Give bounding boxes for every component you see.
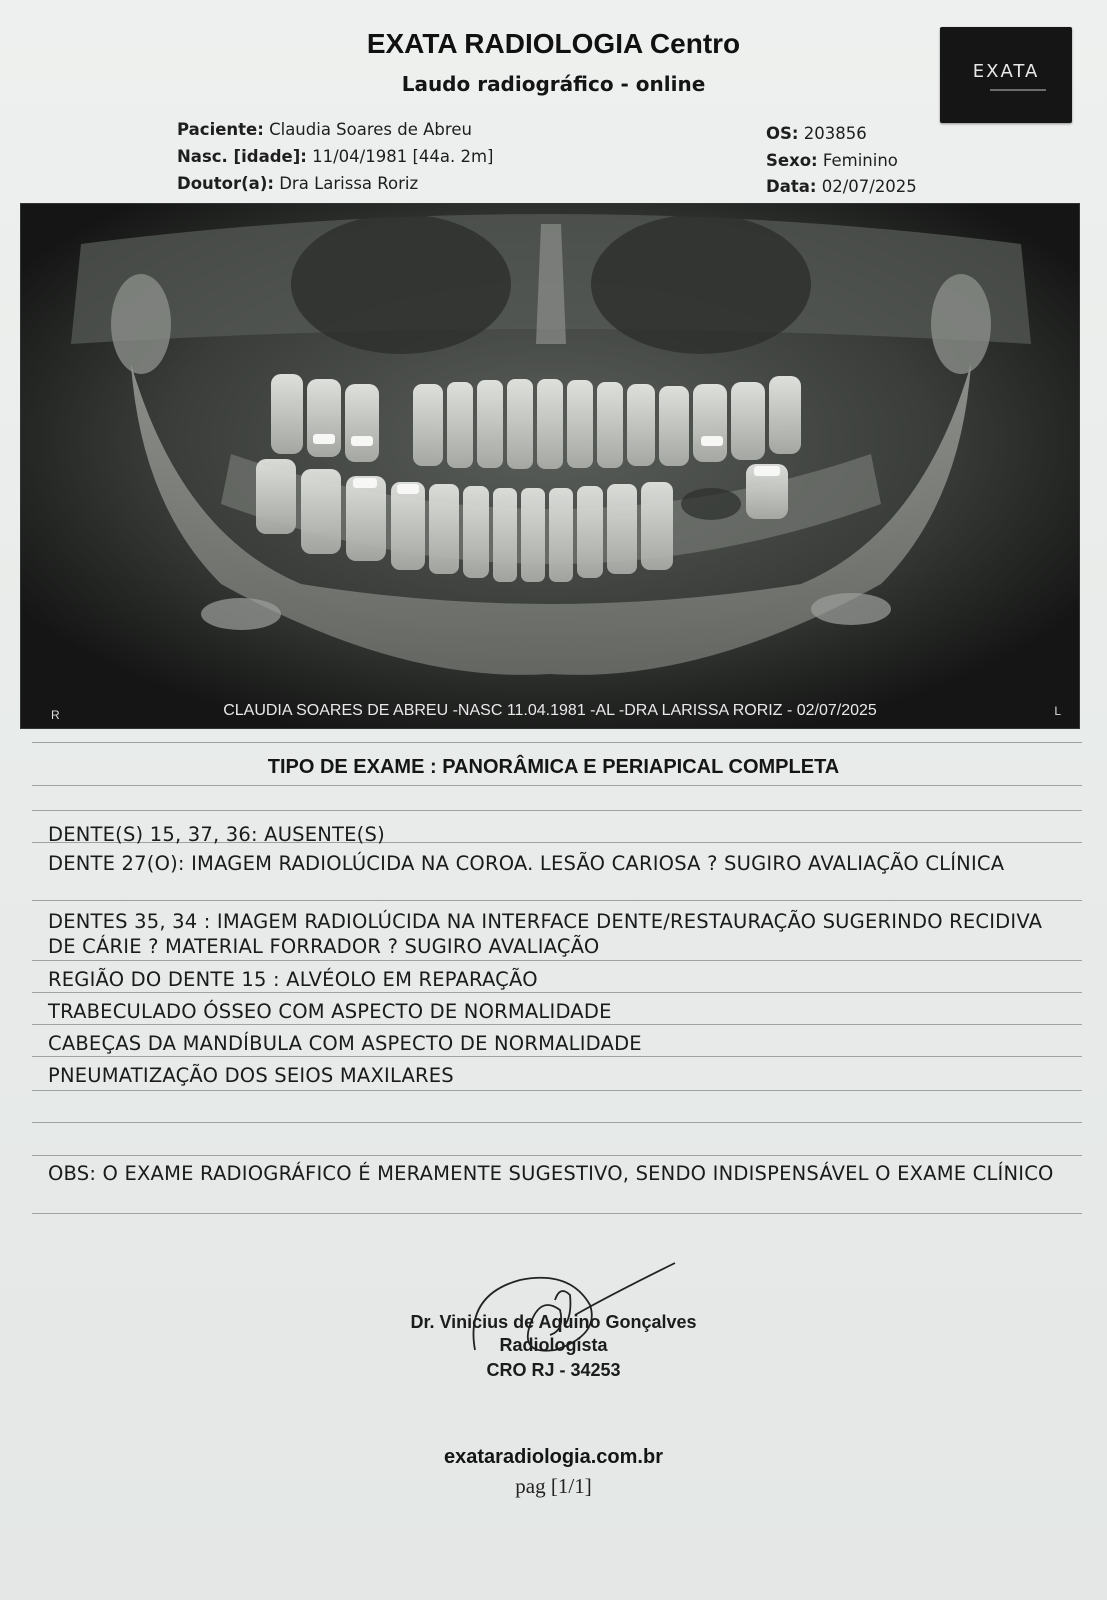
divider	[32, 1090, 1082, 1091]
signer-registry: CRO RJ - 34253	[486, 1360, 621, 1380]
os-line	[766, 124, 867, 143]
finding-item: DENTES 35, 34 : IMAGEM RADIOLÚCIDA NA INTERFACE DENTE/RESTAURAÇÃO SUGERINDO RECIDIVA DE CÁRIE ? MATERIAL FORRADOR ? SUGIRO AVALIAÇÃO	[48, 910, 1043, 958]
xray-left-marker: L	[1054, 704, 1061, 718]
exam-date: 02/07/2025	[821, 177, 917, 196]
doctor-name: Dra Larissa Roriz	[279, 174, 419, 193]
signer-role: Radiologista	[499, 1335, 608, 1355]
doctor-line	[177, 174, 418, 193]
date-line	[766, 177, 917, 196]
patient-name: Claudia Soares de Abreu	[269, 120, 472, 139]
patient-name-line	[177, 120, 472, 139]
divider	[32, 785, 1082, 786]
divider	[32, 1056, 1082, 1057]
patient-birth: 11/04/1981 [44a. 2m]	[312, 147, 494, 166]
divider	[32, 992, 1082, 993]
xray-caption: CLAUDIA SOARES DE ABREU -NASC 11.04.1981 -AL -DRA LARISSA RORIZ - 02/07/2025	[223, 702, 877, 719]
divider	[32, 742, 1082, 743]
logo-tagline-line	[990, 89, 1046, 91]
patient-birth-label: Nasc. [idade]:	[177, 147, 307, 166]
xray-right-marker: R	[51, 708, 60, 722]
divider	[32, 960, 1082, 961]
patient-name-label: Paciente:	[177, 120, 264, 139]
clinic-logo	[940, 27, 1072, 123]
finding-item: DENTE(S) 15, 37, 36: AUSENTE(S)	[48, 823, 385, 846]
website-link[interactable]: exataradiologia.com.br	[444, 1446, 663, 1468]
finding-item: REGIÃO DO DENTE 15 : ALVÉOLO EM REPARAÇÃO	[48, 968, 538, 991]
report-subtitle: Laudo radiográfico - online	[401, 72, 706, 96]
os-number: 203856	[803, 124, 867, 143]
clinic-title: EXATA RADIOLOGIA Centro	[366, 28, 741, 59]
divider	[32, 810, 1082, 811]
observation-note: OBS: O EXAME RADIOGRÁFICO É MERAMENTE SUGESTIVO, SENDO INDISPENSÁVEL O EXAME CLÍNICO	[48, 1162, 1054, 1185]
divider	[32, 900, 1082, 901]
finding-item: CABEÇAS DA MANDÍBULA COM ASPECTO DE NORMALIDADE	[48, 1032, 642, 1055]
sex-line	[766, 151, 898, 170]
panoramic-xray-image	[20, 203, 1080, 729]
divider	[32, 1024, 1082, 1025]
xray-drawing	[21, 204, 1079, 728]
sex-value: Feminino	[822, 151, 898, 170]
patient-birth-line	[177, 147, 493, 166]
logo-text: EXATA	[972, 61, 1040, 82]
sex-label: Sexo:	[766, 151, 818, 170]
doctor-label: Doutor(a):	[177, 174, 274, 193]
finding-item: TRABECULADO ÓSSEO COM ASPECTO DE NORMALIDADE	[48, 1000, 612, 1023]
page-number: pag [1/1]	[515, 1474, 592, 1498]
signer-name: Dr. Vinicius de Aquino Gonçalves	[410, 1312, 697, 1332]
divider	[32, 1122, 1082, 1123]
exam-type-heading: TIPO DE EXAME : PANORÂMICA E PERIAPICAL COMPLETA	[267, 756, 840, 778]
finding-item: PNEUMATIZAÇÃO DOS SEIOS MAXILARES	[48, 1064, 454, 1087]
os-label: OS:	[766, 124, 799, 143]
divider	[32, 1213, 1082, 1214]
divider	[32, 1155, 1082, 1156]
date-label: Data:	[766, 177, 817, 196]
finding-item: DENTE 27(O): IMAGEM RADIOLÚCIDA NA COROA. LESÃO CARIOSA ? SUGIRO AVALIAÇÃO CLÍNICA	[48, 852, 1005, 875]
